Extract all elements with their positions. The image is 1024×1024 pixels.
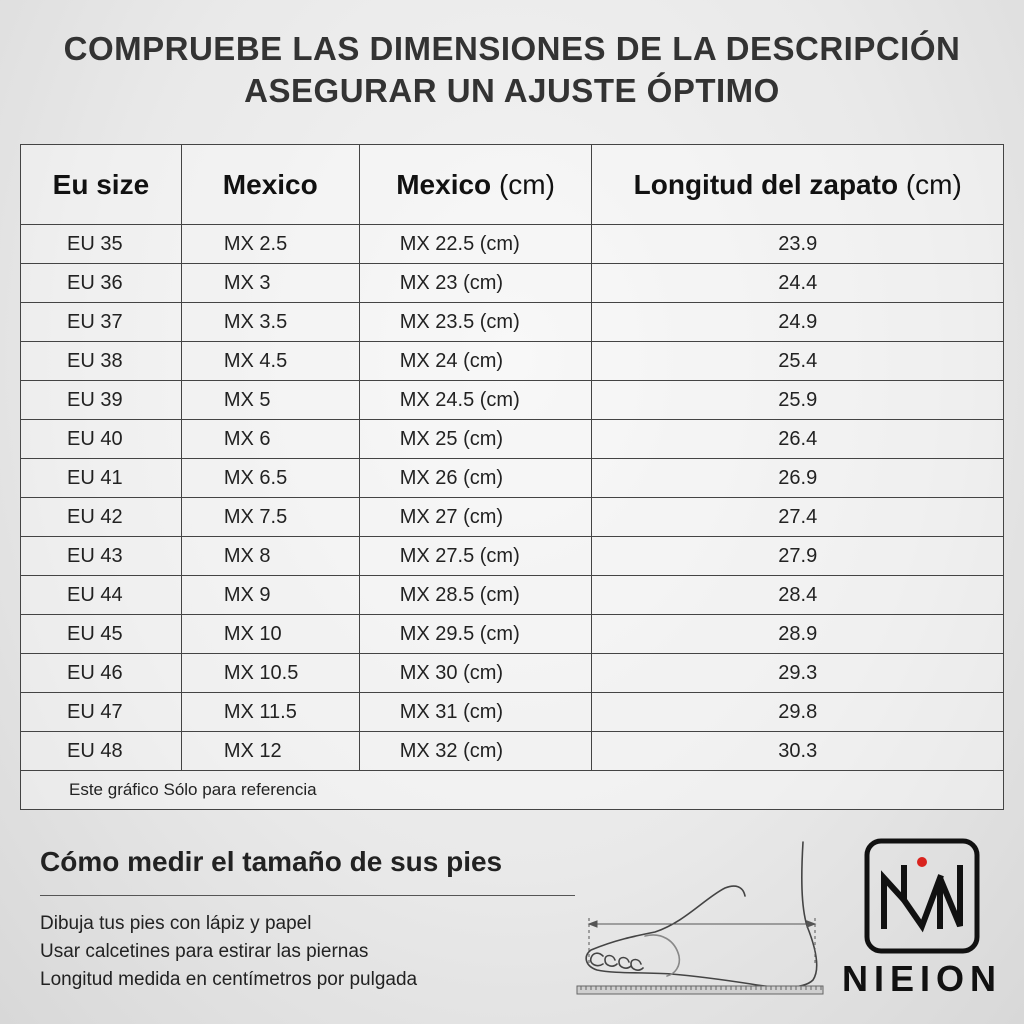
cell-eu-size: EU 36: [21, 264, 182, 303]
cell-mexico: MX 9: [181, 576, 359, 615]
cell-shoe-length: 25.9: [592, 381, 1004, 420]
cell-eu-size: EU 45: [21, 615, 182, 654]
cell-mexico-cm: MX 27.5 (cm): [359, 537, 592, 576]
table-header-row: [21, 145, 1004, 225]
cell-shoe-length: 27.4: [592, 498, 1004, 537]
brand-name: NIEION: [842, 958, 1003, 999]
cell-mexico-cm: MX 23.5 (cm): [359, 303, 592, 342]
howto-list: [40, 910, 417, 994]
cell-eu-size: EU 42: [21, 498, 182, 537]
cell-mexico: MX 5: [181, 381, 359, 420]
howto-title: Cómo medir el tamaño de sus pies: [40, 846, 503, 877]
cell-mexico-cm: MX 23 (cm): [359, 264, 592, 303]
cell-shoe-length: 23.9: [592, 225, 1004, 264]
nieion-logo-icon: [864, 838, 980, 954]
cell-eu-size: EU 38: [21, 342, 182, 381]
table-note-row: [21, 771, 1004, 810]
cell-shoe-length: 26.4: [592, 420, 1004, 459]
cell-mexico: MX 8: [181, 537, 359, 576]
cell-mexico-cm: MX 28.5 (cm): [359, 576, 592, 615]
cell-mexico: MX 10: [181, 615, 359, 654]
cell-shoe-length: 27.9: [592, 537, 1004, 576]
cell-mexico-cm: MX 24.5 (cm): [359, 381, 592, 420]
table-row: [21, 576, 1004, 615]
table-row: [21, 303, 1004, 342]
cell-shoe-length: 28.4: [592, 576, 1004, 615]
cell-shoe-length: 25.4: [592, 342, 1004, 381]
cell-mexico: MX 11.5: [181, 693, 359, 732]
cell-eu-size: EU 44: [21, 576, 182, 615]
cell-mexico: MX 10.5: [181, 654, 359, 693]
cell-mexico: MX 6.5: [181, 459, 359, 498]
cell-mexico: MX 4.5: [181, 342, 359, 381]
cell-eu-size: EU 40: [21, 420, 182, 459]
cell-mexico: MX 3: [181, 264, 359, 303]
cell-mexico: MX 3.5: [181, 303, 359, 342]
cell-mexico-cm: MX 22.5 (cm): [359, 225, 592, 264]
cell-eu-size: EU 46: [21, 654, 182, 693]
cell-eu-size: EU 41: [21, 459, 182, 498]
table-row: [21, 693, 1004, 732]
divider: [40, 895, 575, 896]
cell-mexico-cm: MX 31 (cm): [359, 693, 592, 732]
cell-eu-size: EU 37: [21, 303, 182, 342]
cell-mexico-cm: MX 30 (cm): [359, 654, 592, 693]
list-item: Usar calcetines para estirar las piernas: [40, 941, 369, 962]
table-row: [21, 264, 1004, 303]
cell-shoe-length: 28.9: [592, 615, 1004, 654]
cell-mexico-cm: MX 24 (cm): [359, 342, 592, 381]
table-row: [21, 342, 1004, 381]
title-line-2: ASEGURAR UN AJUSTE ÓPTIMO: [244, 72, 780, 109]
table-row: [21, 225, 1004, 264]
cell-mexico: MX 7.5: [181, 498, 359, 537]
cell-eu-size: EU 35: [21, 225, 182, 264]
cell-shoe-length: 26.9: [592, 459, 1004, 498]
list-item: Dibuja tus pies con lápiz y papel: [40, 913, 312, 934]
cell-eu-size: EU 39: [21, 381, 182, 420]
cell-mexico-cm: MX 29.5 (cm): [359, 615, 592, 654]
header-shoe-length: Longitud del zapato (cm): [592, 145, 1004, 225]
cell-shoe-length: 29.3: [592, 654, 1004, 693]
page-title: [0, 28, 1024, 112]
header-mexico-cm: Mexico (cm): [359, 145, 592, 225]
header-eu-size: Eu size: [21, 145, 182, 225]
list-item: Longitud medida en centímetros por pulgada: [40, 969, 418, 990]
cell-mexico-cm: MX 32 (cm): [359, 732, 592, 771]
table-row: [21, 498, 1004, 537]
foot-measure-illustration: [575, 836, 830, 1000]
cell-mexico: MX 2.5: [181, 225, 359, 264]
table-row: [21, 615, 1004, 654]
cell-shoe-length: 29.8: [592, 693, 1004, 732]
table-row: [21, 459, 1004, 498]
table-row: [21, 732, 1004, 771]
cell-shoe-length: 30.3: [592, 732, 1004, 771]
cell-eu-size: EU 48: [21, 732, 182, 771]
cell-shoe-length: 24.9: [592, 303, 1004, 342]
cell-eu-size: EU 47: [21, 693, 182, 732]
reference-note: Este gráfico Sólo para referencia: [21, 771, 1004, 810]
table-row: [21, 420, 1004, 459]
cell-shoe-length: 24.4: [592, 264, 1004, 303]
table-row: [21, 654, 1004, 693]
cell-mexico-cm: MX 25 (cm): [359, 420, 592, 459]
cell-mexico-cm: MX 27 (cm): [359, 498, 592, 537]
size-table: [20, 144, 1004, 810]
table-row: [21, 381, 1004, 420]
header-mexico: Mexico: [181, 145, 359, 225]
cell-mexico: MX 12: [181, 732, 359, 771]
cell-eu-size: EU 43: [21, 537, 182, 576]
title-line-1: COMPRUEBE LAS DIMENSIONES DE LA DESCRIPCIÓN: [63, 30, 961, 67]
cell-mexico-cm: MX 26 (cm): [359, 459, 592, 498]
table-row: [21, 537, 1004, 576]
cell-mexico: MX 6: [181, 420, 359, 459]
